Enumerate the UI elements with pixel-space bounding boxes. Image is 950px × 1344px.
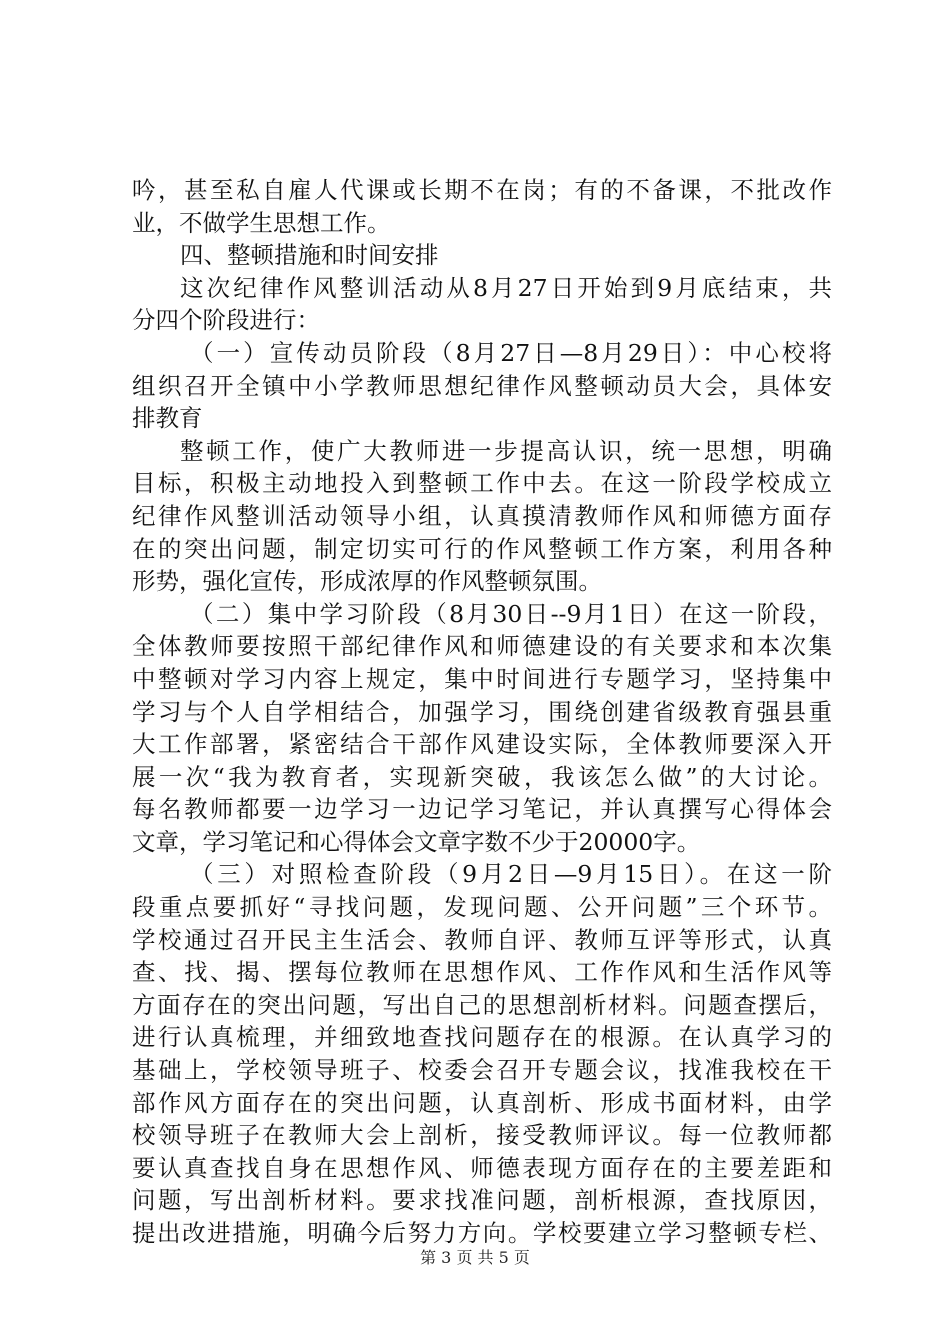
text-line: 文章，学习笔记和心得体会文章字数不少于20000字。	[132, 827, 701, 856]
text-line: （一）宣传动员阶段（8月27日—8月29日）：中心校将	[190, 338, 832, 367]
text-line: 问题，写出剖析材料。要求找准问题，剖析根源，查找原因，	[132, 1186, 832, 1215]
text-line: （三）对照检查阶段（9月2日—9月15日）。在这一阶	[190, 860, 832, 889]
text-line: 提出改进措施，明确今后努力方向。学校要建立学习整顿专栏、	[132, 1219, 832, 1247]
page-number-footer: 第 3 页 共 5 页	[420, 1248, 530, 1267]
text-line: 要认真查找自身在思想作风、师德表现方面存在的主要差距和	[132, 1153, 832, 1182]
section-heading: 四、整顿措施和时间安排	[180, 241, 439, 270]
text-line: 中整顿对学习内容上规定，集中时间进行专题学习，坚持集中	[132, 664, 832, 693]
text-line: 大工作部署，紧密结合干部作风建设实际，全体教师要深入开	[132, 730, 832, 759]
text-line: 展一次“我为教育者，实现新突破，我该怎么做”的大讨论。	[132, 762, 832, 791]
text-line: 在的突出问题，制定切实可行的作风整顿工作方案，利用各种	[132, 534, 832, 563]
text-line: 段重点要抓好“寻找问题，发现问题、公开问题”三个环节。	[132, 893, 832, 922]
text-line: 学校通过召开民主生活会、教师自评、教师互评等形式，认真	[132, 925, 832, 954]
text-line: 纪律作风整训活动领导小组，认真摸清教师作风和师德方面存	[132, 501, 832, 530]
text-line: 全体教师要按照干部纪律作风和师德建设的有关要求和本次集	[132, 632, 832, 661]
text-line: 整顿工作，使广大教师进一步提高认识，统一思想，明确	[180, 436, 832, 465]
text-line: 吟，甚至私自雇人代课或长期不在岗；有的不备课，不批改作	[132, 176, 832, 204]
text-line: 目标，积极主动地投入到整顿工作中去。在这一阶段学校成立	[132, 469, 832, 498]
text-line: 基础上，学校领导班子、校委会召开专题会议，找准我校在干	[132, 1056, 832, 1085]
text-line: 查、找、揭、摆每位教师在思想作风、工作作风和生活作风等	[132, 958, 832, 987]
text-line: 排教育	[132, 404, 203, 433]
text-line: 部作风方面存在的突出问题，认真剖析、形成书面材料，由学	[132, 1088, 832, 1117]
text-line: 分四个阶段进行：	[132, 306, 320, 335]
text-line: 业，不做学生思想工作。	[132, 208, 391, 237]
document-body	[132, 174, 832, 1250]
text-line: （二）集中学习阶段（8月30日--9月1日）在这一阶段，	[190, 599, 832, 628]
text-line: 进行认真梳理，并细致地查找问题存在的根源。在认真学习的	[132, 1023, 832, 1052]
text-line: 组织召开全镇中小学教师思想纪律作风整顿动员大会，具体安	[132, 371, 832, 400]
text-line: 形势，强化宣传，形成浓厚的作风整顿氛围。	[132, 567, 602, 596]
text-line: 这次纪律作风整训活动从8月27日开始到9月底结束，共	[180, 273, 832, 302]
text-line: 方面存在的突出问题，写出自己的思想剖析材料。问题查摆后，	[132, 990, 832, 1019]
text-line: 学习与个人自学相结合，加强学习，围绕创建省级教育强县重	[132, 697, 832, 726]
text-line: 校领导班子在教师大会上剖析，接受教师评议。每一位教师都	[132, 1121, 832, 1150]
text-line: 每名教师都要一边学习一边记学习笔记，并认真撰写心得体会	[132, 795, 832, 824]
